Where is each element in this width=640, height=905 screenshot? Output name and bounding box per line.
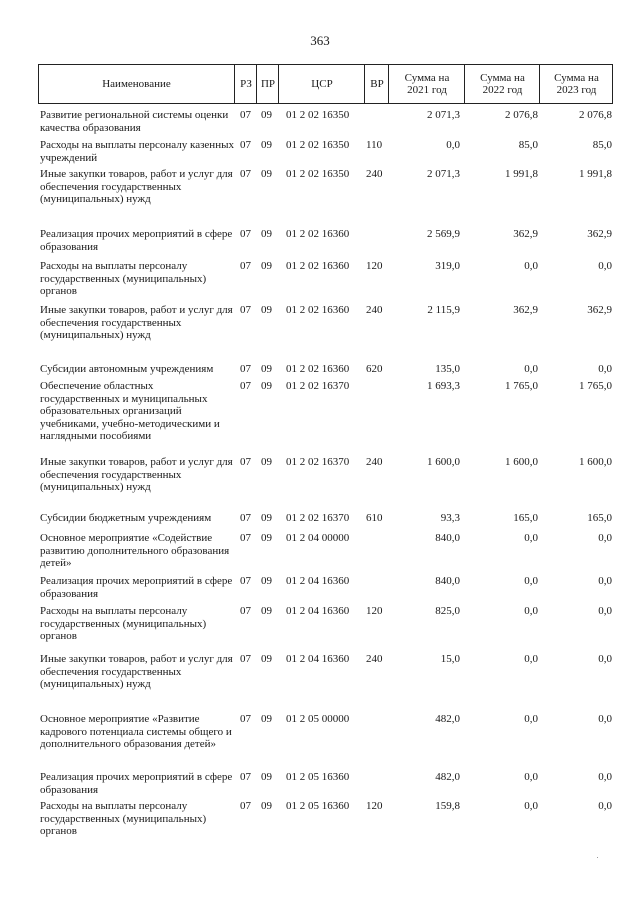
row-pr: 09 <box>261 139 272 151</box>
row-name: Расходы на выплаты персоналу государственных (муниципальных) органов <box>40 800 207 838</box>
row-name: Субсидии бюджетным учреждениям <box>40 512 212 524</box>
row-sum-2023: 0,0 <box>598 713 612 725</box>
row-name: Иные закупки товаров, работ и услуг для обеспечения государственных (муниципальных) нужд <box>40 653 233 691</box>
row-name: Субсидии автономным учреждениям <box>40 363 214 375</box>
row-sum-2021: 840,0 <box>435 575 460 587</box>
row-sum-2023: 165,0 <box>587 512 612 524</box>
row-sum-2022: 0,0 <box>524 653 538 665</box>
row-sum-2022: 2 076,8 <box>505 109 538 121</box>
row-pr: 09 <box>261 260 272 272</box>
row-sum-2021: 482,0 <box>435 713 460 725</box>
row-sum-2021: 482,0 <box>435 771 460 783</box>
row-rz: 07 <box>240 512 251 524</box>
row-sum-2022: 362,9 <box>513 228 538 240</box>
row-pr: 09 <box>261 456 272 468</box>
header-sum-2022: Сумма на 2022 год <box>464 65 540 103</box>
row-csr: 01 2 02 16360 <box>286 363 350 375</box>
row-vr: 240 <box>366 653 383 665</box>
header-name: Наименование <box>102 78 171 90</box>
row-vr: 610 <box>366 512 383 524</box>
row-sum-2023: 1 765,0 <box>579 380 612 392</box>
row-rz: 07 <box>240 800 251 812</box>
row-sum-2021: 825,0 <box>435 605 460 617</box>
row-rz: 07 <box>240 109 251 121</box>
row-pr: 09 <box>261 168 272 180</box>
row-rz: 07 <box>240 713 251 725</box>
row-sum-2022: 0,0 <box>524 771 538 783</box>
row-sum-2023: 0,0 <box>598 532 612 544</box>
row-vr: 620 <box>366 363 383 375</box>
row-sum-2021: 0,0 <box>446 139 460 151</box>
row-sum-2023: 0,0 <box>598 653 612 665</box>
row-rz: 07 <box>240 771 251 783</box>
header-sum-2021: Сумма на 2021 год <box>388 65 465 103</box>
row-vr: 240 <box>366 456 383 468</box>
row-rz: 07 <box>240 456 251 468</box>
row-sum-2022: 0,0 <box>524 532 538 544</box>
row-csr: 01 2 04 16360 <box>286 605 350 617</box>
row-csr: 01 2 05 00000 <box>286 713 350 725</box>
row-sum-2022: 362,9 <box>513 304 538 316</box>
row-sum-2022: 1 991,8 <box>505 168 538 180</box>
row-csr: 01 2 02 16370 <box>286 456 350 468</box>
row-vr: 240 <box>366 168 383 180</box>
row-sum-2021: 319,0 <box>435 260 460 272</box>
row-sum-2022: 1 765,0 <box>505 380 538 392</box>
row-csr: 01 2 05 16360 <box>286 800 350 812</box>
row-pr: 09 <box>261 228 272 240</box>
row-sum-2022: 0,0 <box>524 363 538 375</box>
row-csr: 01 2 02 16370 <box>286 380 350 392</box>
row-sum-2023: 0,0 <box>598 260 612 272</box>
row-sum-2023: 0,0 <box>598 575 612 587</box>
header-rz: РЗ <box>234 65 257 103</box>
row-csr: 01 2 04 16360 <box>286 575 350 587</box>
row-sum-2023: 362,9 <box>587 228 612 240</box>
row-rz: 07 <box>240 168 251 180</box>
row-sum-2021: 1 600,0 <box>427 456 460 468</box>
row-sum-2022: 85,0 <box>518 139 538 151</box>
row-sum-2023: 0,0 <box>598 771 612 783</box>
row-sum-2021: 2 115,9 <box>427 304 460 316</box>
row-pr: 09 <box>261 512 272 524</box>
row-sum-2023: 2 076,8 <box>579 109 612 121</box>
row-pr: 09 <box>261 800 272 812</box>
row-sum-2021: 2 569,9 <box>427 228 460 240</box>
row-sum-2022: 0,0 <box>524 713 538 725</box>
table-header <box>38 64 613 104</box>
row-sum-2021: 135,0 <box>435 363 460 375</box>
row-sum-2021: 2 071,3 <box>427 109 460 121</box>
row-sum-2022: 0,0 <box>524 800 538 812</box>
row-sum-2021: 93,3 <box>440 512 460 524</box>
row-rz: 07 <box>240 653 251 665</box>
row-sum-2021: 2 071,3 <box>427 168 460 180</box>
row-rz: 07 <box>240 260 251 272</box>
row-rz: 07 <box>240 139 251 151</box>
row-name: Расходы на выплаты персоналу государственных (муниципальных) органов <box>40 260 207 298</box>
row-sum-2023: 1 600,0 <box>579 456 612 468</box>
row-pr: 09 <box>261 363 272 375</box>
page-number: 363 <box>310 33 330 48</box>
row-pr: 09 <box>261 605 272 617</box>
row-sum-2023: 0,0 <box>598 605 612 617</box>
row-csr: 01 2 02 16360 <box>286 304 350 316</box>
row-name: Расходы на выплаты персоналу казенных учреждений <box>40 139 234 164</box>
scan-speck <box>597 857 598 858</box>
row-vr: 120 <box>366 260 383 272</box>
row-sum-2021: 159,8 <box>435 800 460 812</box>
row-name: Иные закупки товаров, работ и услуг для обеспечения государственных (муниципальных) нужд <box>40 168 233 206</box>
row-pr: 09 <box>261 771 272 783</box>
row-sum-2022: 0,0 <box>524 605 538 617</box>
row-sum-2022: 0,0 <box>524 260 538 272</box>
row-name: Иные закупки товаров, работ и услуг для обеспечения государственных (муниципальных) нужд <box>40 456 233 494</box>
row-csr: 01 2 02 16350 <box>286 139 350 151</box>
row-name: Развитие региональной системы оценки качества образования <box>40 109 229 134</box>
row-sum-2023: 1 991,8 <box>579 168 612 180</box>
row-name: Реализация прочих мероприятий в сфере образования <box>40 228 233 253</box>
row-vr: 120 <box>366 800 383 812</box>
row-rz: 07 <box>240 363 251 375</box>
row-rz: 07 <box>240 228 251 240</box>
row-pr: 09 <box>261 380 272 392</box>
row-name: Расходы на выплаты персоналу государственных (муниципальных) органов <box>40 605 207 643</box>
row-sum-2022: 165,0 <box>513 512 538 524</box>
row-csr: 01 2 04 16360 <box>286 653 350 665</box>
row-csr: 01 2 02 16360 <box>286 260 350 272</box>
row-name: Реализация прочих мероприятий в сфере образования <box>40 771 233 796</box>
row-sum-2021: 15,0 <box>440 653 460 665</box>
row-pr: 09 <box>261 575 272 587</box>
row-sum-2021: 1 693,3 <box>427 380 460 392</box>
row-sum-2023: 85,0 <box>592 139 612 151</box>
row-pr: 09 <box>261 109 272 121</box>
header-vr: ВР <box>364 65 389 103</box>
row-csr: 01 2 02 16350 <box>286 168 350 180</box>
row-pr: 09 <box>261 532 272 544</box>
row-pr: 09 <box>261 304 272 316</box>
row-rz: 07 <box>240 532 251 544</box>
header-sum-2023: Сумма на 2023 год <box>539 65 613 103</box>
row-csr: 01 2 04 00000 <box>286 532 350 544</box>
row-rz: 07 <box>240 605 251 617</box>
row-sum-2023: 0,0 <box>598 800 612 812</box>
row-name: Обеспечение областных государственных и муниципальных образовательных организаций учебниками, учебно-методическими и наглядными пособиями <box>40 380 220 443</box>
header-pr: ПР <box>256 65 279 103</box>
row-sum-2022: 0,0 <box>524 575 538 587</box>
row-pr: 09 <box>261 653 272 665</box>
row-csr: 01 2 05 16360 <box>286 771 350 783</box>
row-pr: 09 <box>261 713 272 725</box>
row-csr: 01 2 02 16360 <box>286 228 350 240</box>
row-csr: 01 2 02 16350 <box>286 109 350 121</box>
row-name: Основное мероприятие «Развитие кадрового потенциала системы общего и дополнительного образования детей» <box>40 713 232 751</box>
row-sum-2023: 0,0 <box>598 363 612 375</box>
row-rz: 07 <box>240 304 251 316</box>
row-vr: 240 <box>366 304 383 316</box>
row-name: Основное мероприятие «Содействие развитию дополнительного образования детей» <box>40 532 230 570</box>
row-rz: 07 <box>240 575 251 587</box>
row-name: Реализация прочих мероприятий в сфере образования <box>40 575 233 600</box>
row-vr: 120 <box>366 605 383 617</box>
row-sum-2021: 840,0 <box>435 532 460 544</box>
row-vr: 110 <box>366 139 383 151</box>
header-csr: ЦСР <box>278 65 365 103</box>
row-rz: 07 <box>240 380 251 392</box>
row-name: Иные закупки товаров, работ и услуг для обеспечения государственных (муниципальных) нужд <box>40 304 233 342</box>
row-sum-2023: 362,9 <box>587 304 612 316</box>
row-sum-2022: 1 600,0 <box>505 456 538 468</box>
row-csr: 01 2 02 16370 <box>286 512 350 524</box>
